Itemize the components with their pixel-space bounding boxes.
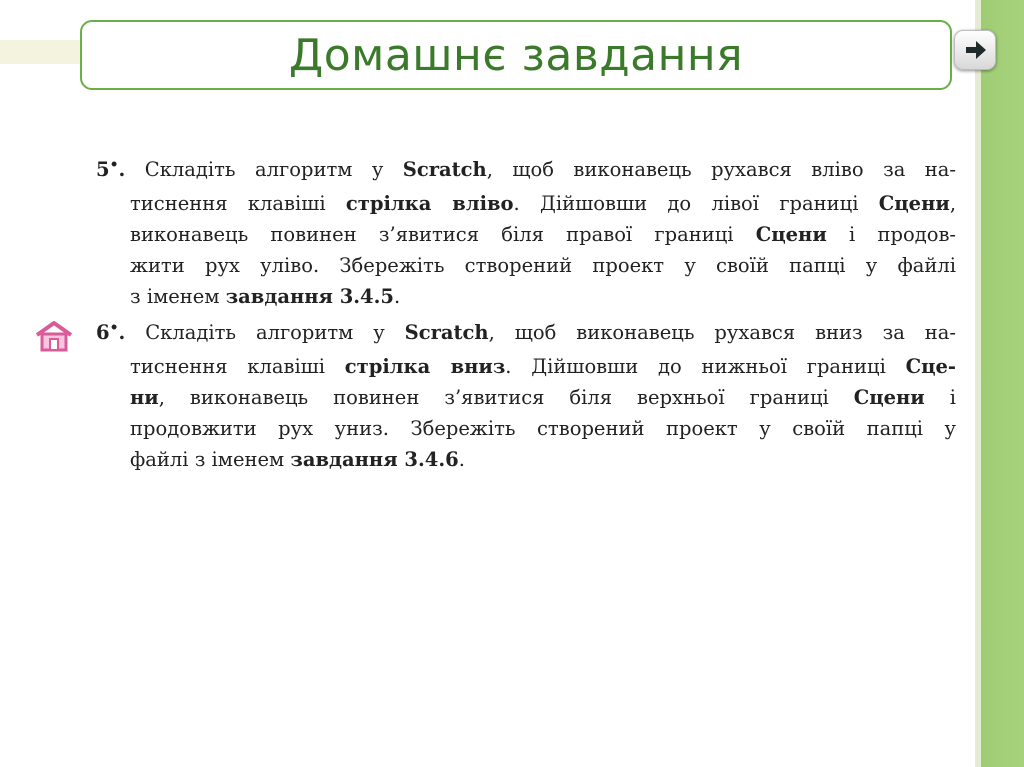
task-6 bbox=[96, 317, 956, 475]
right-green-sidebar bbox=[981, 0, 1024, 767]
task-5 bbox=[96, 154, 956, 312]
task-number: 6•. bbox=[96, 320, 126, 344]
task-line: тиснення клавіші стрілка вліво. Дійшовши до лівої границі Сцени, bbox=[130, 192, 957, 215]
task-line: продовжити рух униз. Збережіть створений проект у своїй папці у bbox=[130, 417, 956, 440]
task-line: 6•. Складіть алгоритм у Scratch, щоб виконавець рухався вниз за на- bbox=[96, 320, 956, 344]
next-slide-button[interactable] bbox=[954, 30, 996, 70]
left-decor-band bbox=[0, 40, 84, 64]
page-title: Домашнє завдання bbox=[288, 29, 744, 81]
title-box bbox=[80, 20, 952, 90]
task-line: файлі з іменем завдання 3.4.6. bbox=[130, 448, 465, 471]
task-number: 5•. bbox=[96, 157, 126, 181]
arrow-right-icon bbox=[964, 39, 988, 61]
task-line: ни, виконавець повинен з’явитися біля верхньої границі Сцени і bbox=[130, 386, 956, 409]
task-line: з іменем завдання 3.4.5. bbox=[130, 285, 401, 308]
task-line: тиснення клавіші стрілка вниз. Дійшовши до нижньої границі Сце- bbox=[130, 355, 956, 378]
task-line: жити рух уліво. Збережіть створений проект у своїй папці у файлі bbox=[130, 254, 956, 277]
task-line: виконавець повинен з’явитися біля правої границі Сцени і продов- bbox=[130, 223, 957, 246]
task-line: 5•. Складіть алгоритм у Scratch, щоб виконавець рухався вліво за на- bbox=[96, 157, 956, 181]
home-icon bbox=[34, 320, 74, 352]
